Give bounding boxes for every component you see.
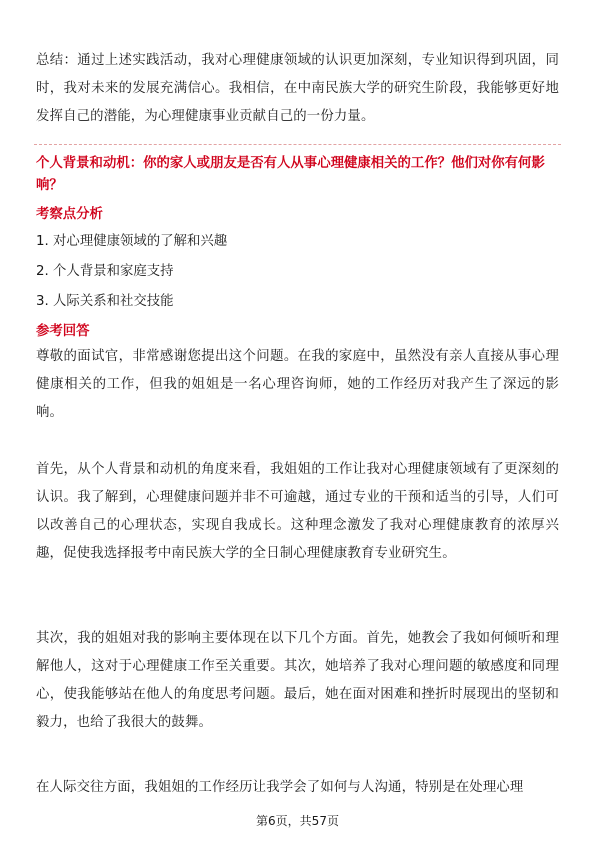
analysis-heading: 考察点分析 bbox=[36, 207, 103, 222]
analysis-item-3: 3. 人际关系和社交技能 bbox=[36, 294, 174, 309]
page-number-footer: 第6页，共57页 bbox=[256, 814, 339, 828]
question-title: 个人背景和动机：你的家人或朋友是否有人从事心理健康相关的工作？他们对你有何影响？ bbox=[36, 156, 545, 193]
analysis-item-2: 2. 个人背景和家庭支持 bbox=[36, 264, 174, 279]
answer-paragraph-4: 在人际交往方面，我姐姐的工作经历让我学会了如何与人沟通，特别是在处理心理 bbox=[36, 780, 524, 795]
summary-paragraph: 总结：通过上述实践活动，我对心理健康领域的认识更加深刻，专业知识得到巩固，同时，我对未来的发展充满信心。我相信，在中南民族大学的研究生阶段，我能够更好地发挥自己的潜能，为心理健康事业贡献自己的一份力量。 bbox=[36, 53, 559, 124]
answer-paragraph-3: 其次，我的姐姐对我的影响主要体现在以下几个方面。首先，她教会了我如何倾听和理解他人，这对于心理健康工作至关重要。其次，她培养了我对心理问题的敏感度和同理心，使我能够站在他人的角度思考问题。最后，她在面对困难和挫折时展现出的坚韧和毅力，也给了我很大的鼓舞。 bbox=[36, 631, 559, 730]
answer-heading: 参考回答 bbox=[36, 324, 90, 339]
answer-paragraph-2: 首先，从个人背景和动机的角度来看，我姐姐的工作让我对心理健康领域有了更深刻的认识。我了解到，心理健康问题并非不可逾越，通过专业的干预和适当的引导，人们可以改善自己的心理状态，实现自我成长。这种理念激发了我对心理健康教育的浓厚兴趣，促使我选择报考中南民族大学的全日制心理健康教育专业研究生。 bbox=[36, 462, 559, 561]
analysis-item-1: 1. 对心理健康领域的了解和兴趣 bbox=[36, 234, 228, 249]
answer-paragraph-1: 尊敬的面试官，非常感谢您提出这个问题。在我的家庭中，虽然没有亲人直接从事心理健康相关的工作，但我的姐姐是一名心理咨询师，她的工作经历对我产生了深远的影响。 bbox=[36, 349, 559, 420]
section-divider bbox=[34, 144, 561, 145]
